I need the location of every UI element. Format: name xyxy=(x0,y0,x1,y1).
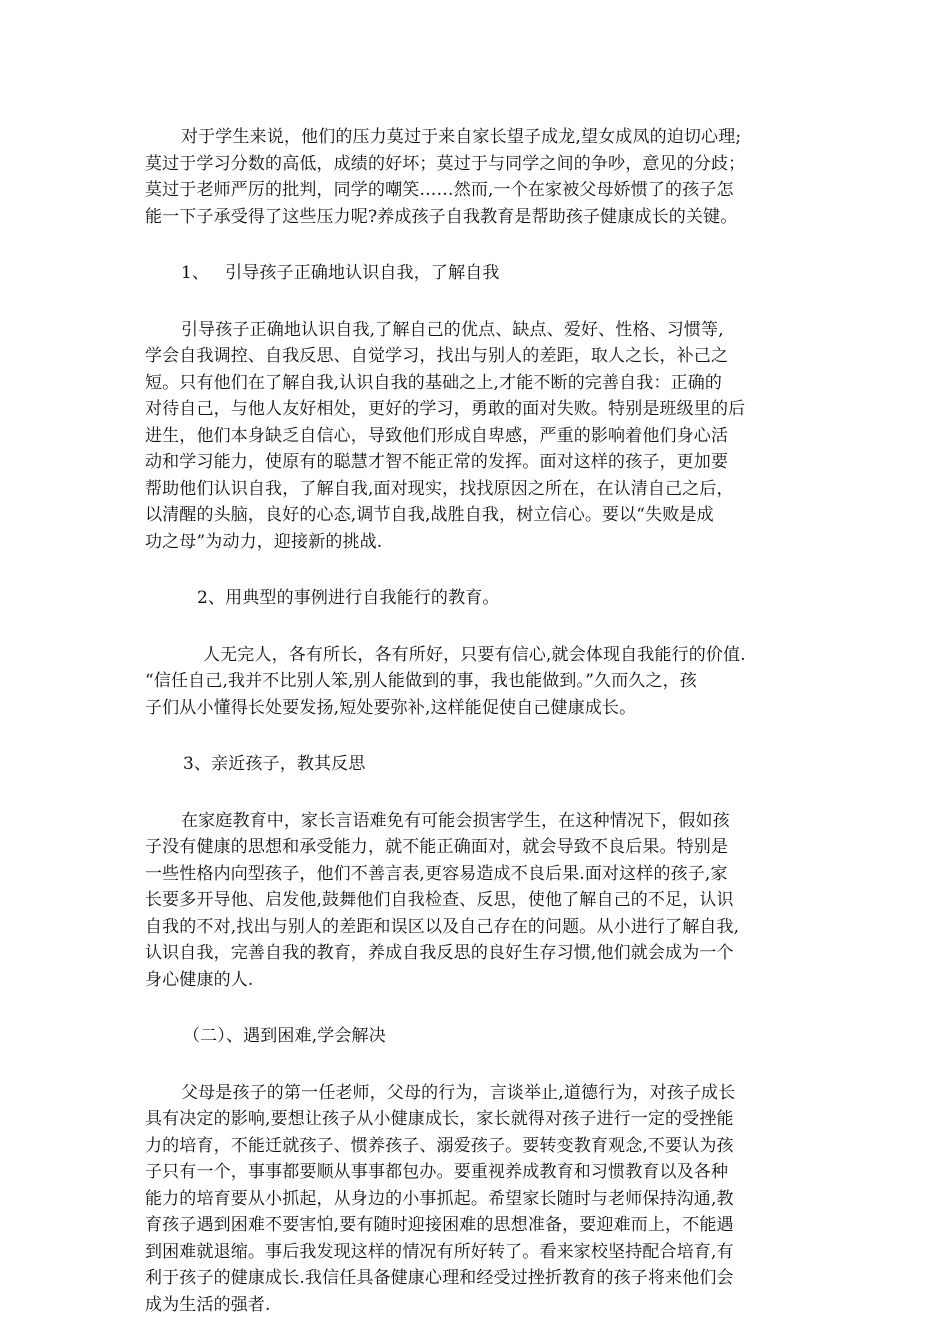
section-number: 1、 xyxy=(181,263,210,283)
text-line: 动和学习能力，使原有的聪慧才智不能正常的发挥。面对这样的孩子，更加要 xyxy=(145,452,729,472)
text-line: 身心健康的人. xyxy=(145,969,254,990)
text-line: 学会自我调控、自我反思、自觉学习，找出与别人的差距，取人之长，补己之 xyxy=(145,346,729,366)
text-line: 成为生活的强者. xyxy=(145,1294,271,1315)
section1-paragraph xyxy=(145,317,815,556)
paragraph-gap xyxy=(145,555,815,585)
text-line: 一些性格内向型孩子，他们不善言表,更容易造成不良后果.面对这样的孩子,家 xyxy=(145,863,728,884)
paragraph-gap xyxy=(145,230,815,260)
text-line: 进生，他们本身缺乏自信心，导致他们形成自卑感，严重的影响着他们身心活 xyxy=(145,425,729,446)
section-heading-1 xyxy=(145,260,815,287)
text-line: 子只有一个，事事都要顺从事事都包办。要重视养成教育和习惯教育以及各种 xyxy=(145,1162,729,1182)
text-line: 莫过于学习分数的高低，成绩的好坏；莫过于与同学之间的争吵，意见的分歧； xyxy=(145,153,746,174)
paragraph-gap xyxy=(145,778,815,808)
text-line: “信任自己,我并不比别人笨,别人能做到的事，我也能做到。”久而久之，孩 xyxy=(145,671,697,691)
text-line: 能一下子承受得了这些压力呢?养成孩子自我教育是帮助孩子健康成长的关键。 xyxy=(145,206,738,227)
paragraph-gap xyxy=(145,612,815,642)
text-line: 在家庭教育中，家长言语难免有可能会损害学生，在这种情况下，假如孩 xyxy=(181,810,730,831)
text-line: 对待自己，与他人友好相处，更好的学习，勇敢的面对失败。特别是班级里的后 xyxy=(145,399,746,419)
text-line: 育孩子遇到困难不要害怕,要有随时迎接困难的思想准备，要迎难而上，不能遇 xyxy=(145,1215,734,1235)
text-line: 父母是孩子的第一任老师，父母的行为，言谈举止,道德行为，对孩子成长 xyxy=(181,1082,736,1103)
section-heading-4: （二）、遇到困难,学会解决 xyxy=(183,1026,386,1046)
section-title: 引导孩子正确地认识自我，了解自我 xyxy=(225,263,500,283)
text-line: 自我的不对,找出与别人的差距和误区以及自己存在的问题。从小进行了解自我, xyxy=(145,916,740,937)
paragraph-gap xyxy=(145,1050,815,1080)
paragraph-gap xyxy=(145,721,815,751)
text-line: 到困难就退缩。事后我发现这样的情况有所好转了。看来家校坚持配合培育,有 xyxy=(145,1241,734,1262)
text-line: 力的培育，不能迁就孩子、惯养孩子、溺爱孩子。要转变教育观念,不要认为孩 xyxy=(145,1135,734,1156)
text-line: 引导孩子正确地认识自我,了解自己的优点、缺点、爱好、性格、习惯等, xyxy=(181,319,724,340)
intro-paragraph xyxy=(145,124,815,230)
text-line: 子们从小懂得长处要发扬,短处要弥补,这样能促使自己健康成长。 xyxy=(145,697,637,718)
text-line: 莫过于老师严厉的批判，同学的嘲笑……然而,一个在家被父母娇惯了的孩子怎 xyxy=(145,180,734,200)
text-line: 人无完人，各有所长，各有所好，只要有信心,就会体现自我能行的价值. xyxy=(203,644,746,665)
text-line: 对于学生来说，他们的压力莫过于来自家长望子成龙,望女成凤的迫切心理; xyxy=(181,127,742,147)
text-line: 能力的培育要从小抓起，从身边的小事抓起。希望家长随时与老师保持沟通,教 xyxy=(145,1188,734,1209)
text-line: 长要多开导他、启发他,鼓舞他们自我检查、反思，使他了解自己的不足，认识 xyxy=(145,890,734,910)
section4-paragraph xyxy=(145,1080,815,1319)
section3-paragraph xyxy=(145,808,815,994)
text-line: 功之母”为动力，迎接新的挑战. xyxy=(145,531,383,552)
document-body xyxy=(145,124,815,1318)
text-line: 短。只有他们在了解自我,认识自我的基础之上,才能不断的完善自我：正确的 xyxy=(145,372,723,393)
section2-paragraph xyxy=(145,642,815,722)
paragraph-gap xyxy=(145,287,815,317)
section-heading-3: 3、亲近孩子，教其反思 xyxy=(183,754,366,774)
text-line: 具有决定的影响,要想让孩子从小健康成长，家长就得对孩子进行一定的受挫能 xyxy=(145,1109,734,1129)
text-line: 以清醒的头脑，良好的心态,调节自我,战胜自我，树立信心。要以“失败是成 xyxy=(145,505,714,525)
section-heading-2: 2、用典型的事例进行自我能行的教育。 xyxy=(197,588,500,608)
text-line: 子没有健康的思想和承受能力，就不能正确面对，就会导致不良后果。特别是 xyxy=(145,837,729,857)
text-line: 帮助他们认识自我，了解自我,面对现实，找找原因之所在，在认清自己之后， xyxy=(145,478,734,499)
paragraph-gap xyxy=(145,993,815,1023)
text-line: 认识自我，完善自我的教育，养成自我反思的良好生存习惯,他们就会成为一个 xyxy=(145,943,734,963)
text-line: 利于孩子的健康成长.我信任具备健康心理和经受过挫折教育的孩子将来他们会 xyxy=(145,1268,734,1288)
